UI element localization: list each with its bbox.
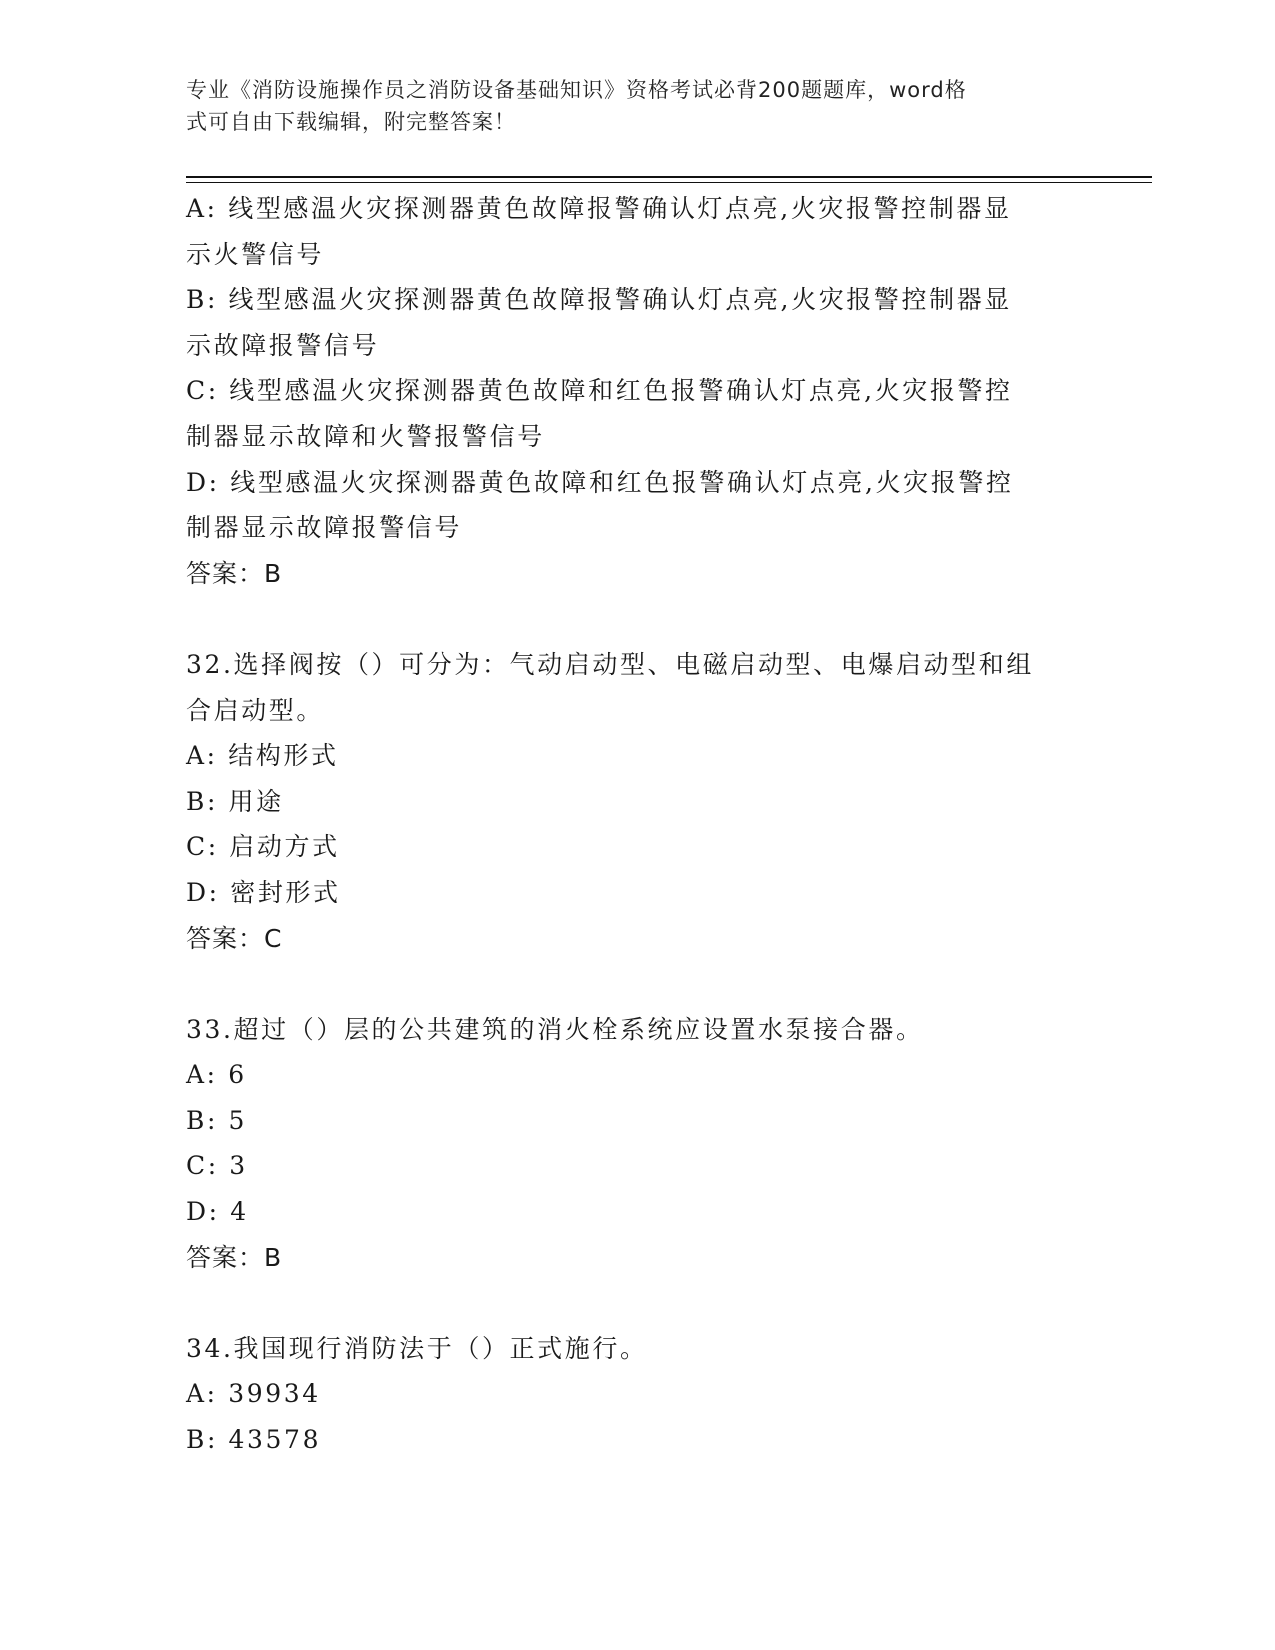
question-block-31 <box>186 186 1086 596</box>
question-list <box>186 186 1086 1463</box>
header-divider-thin <box>186 182 1152 183</box>
answer-line: 答案：C <box>186 923 283 953</box>
question-stem-line-2: 合启动型。 <box>186 695 325 725</box>
option-d-line-2: 制器显示故障报警信号 <box>186 513 463 543</box>
option-c-line-2: 制器显示故障和火警报警信号 <box>186 421 545 451</box>
option-c-line-1: C: 线型感温火灾探测器黄色故障和红色报警确认灯点亮,火灾报警控 <box>186 376 1013 406</box>
option-a-line-1: A: 线型感温火灾探测器黄色故障报警确认灯点亮,火灾报警控制器显 <box>186 194 1012 223</box>
question-spacer <box>186 596 1086 642</box>
header-line-2: 式可自由下载编辑，附完整答案！ <box>186 110 516 134</box>
question-spacer <box>186 1280 1086 1326</box>
option-c: C: 启动方式 <box>186 832 340 862</box>
question-stem-line-1: 34.我国现行消防法于（）正式施行。 <box>186 1333 648 1363</box>
option-a-line-2: 示火警信号 <box>186 239 325 269</box>
header-divider-thick <box>186 176 1152 178</box>
option-a: A: 6 <box>186 1060 247 1090</box>
option-c: C: 3 <box>186 1151 248 1181</box>
option-b-line-1: B: 线型感温火灾探测器黄色故障报警确认灯点亮,火灾报警控制器显 <box>186 285 1012 315</box>
option-b-line-2: 示故障报警信号 <box>186 330 380 360</box>
option-b: B: 43578 <box>186 1425 322 1455</box>
header-line-1: 专业《消防设施操作员之消防设备基础知识》资格考试必背200题题库，word格 <box>186 78 967 102</box>
answer-line: 答案：B <box>186 1242 283 1272</box>
question-spacer <box>186 961 1086 1007</box>
option-a: A: 39934 <box>186 1379 321 1409</box>
option-d: D: 4 <box>186 1197 249 1227</box>
answer-line: 答案：B <box>186 558 283 588</box>
question-block-33 <box>186 1007 1086 1281</box>
option-d-line-1: D: 线型感温火灾探测器黄色故障和红色报警确认灯点亮,火灾报警控 <box>186 467 1014 497</box>
option-a: A: 结构形式 <box>186 741 339 771</box>
question-block-32 <box>186 642 1086 961</box>
option-b: B: 5 <box>186 1105 248 1135</box>
question-stem-line-1: 33.超过（）层的公共建筑的消火栓系统应设置水泵接合器。 <box>186 1014 924 1044</box>
document-header <box>186 74 1066 138</box>
option-d: D: 密封形式 <box>186 877 341 907</box>
question-block-34 <box>186 1326 1086 1463</box>
option-b: B: 用途 <box>186 786 284 816</box>
question-stem-line-1: 32.选择阀按（）可分为：气动启动型、电磁启动型、电爆启动型和组 <box>186 649 1034 679</box>
